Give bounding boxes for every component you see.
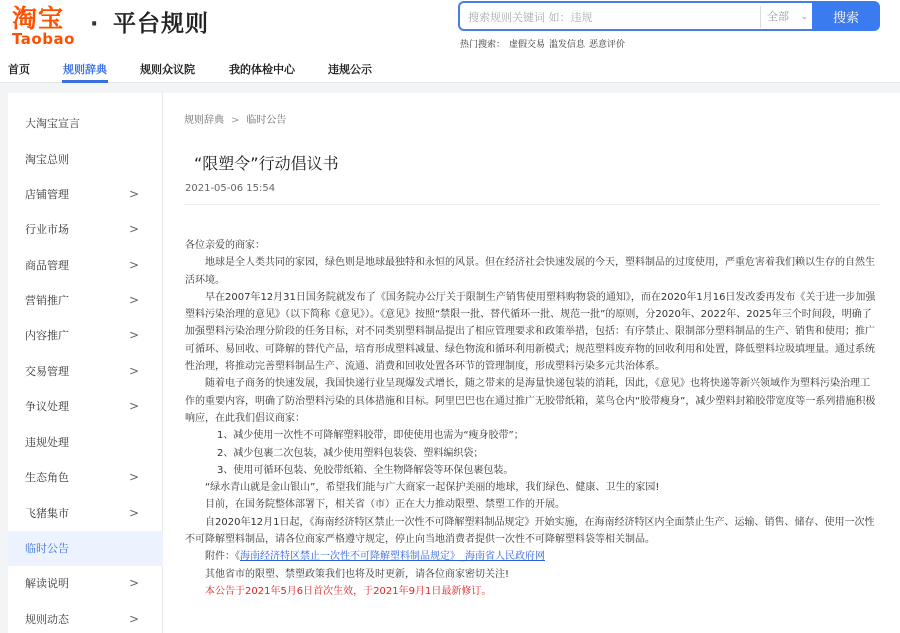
list-item: 2、减少包裹二次包装，减少使用塑料包装袋、塑料编织袋； xyxy=(217,447,484,459)
chevron-right-icon: > xyxy=(128,576,139,590)
sidebar-item-interpretation[interactable] xyxy=(8,566,163,601)
nav-violation-notice[interactable]: 违规公示 xyxy=(328,63,372,76)
sidebar-item-temp-notice[interactable] xyxy=(8,531,163,566)
paragraph: 自2020年12月1日起，《海南经济特区禁止一次性不可降解塑料制品规定》开始实施，在海南经济特区内全面禁止生产、运输、销售、储存、使用一次性不可降解塑料制品，请各位商家严格遵守规定，停止向当地消费者提供一次性不可降解塑料袋等相关制品。 xyxy=(185,516,875,546)
paragraph: 其他省市的限塑、禁塑政策我们也将及时更新，请各位商家密切关注! xyxy=(205,568,510,580)
paragraph: 地球是全人类共同的家园，绿色则是地球最独特和永恒的风景。但在经济社会快速发展的今天，塑料制品的过度使用，严重危害着我们赖以生存的自然生活环境。 xyxy=(185,257,875,286)
search-box xyxy=(458,1,812,31)
nav-rule-council[interactable]: 规则众议院 xyxy=(140,63,195,76)
chevron-right-icon: > xyxy=(128,222,139,236)
sidebar-item-label: 生态角色 xyxy=(25,471,69,484)
sidebar xyxy=(8,93,163,633)
hot-search xyxy=(460,37,629,50)
paragraph: 早在2007年12月31日国务院就发布了《国务院办公厅关于限制生产销售使用塑料购物袋的通知》，而在2020年1月16日发改委再发布《关于进一步加强塑料污染治理的意见》（以下简称《意见》）。《意见》按照“禁限一批、替代循环一批、规范一批”的原则，分2020年、2022年、2025年三个时间段，明确了加强塑料污染治理分阶段的任务目标，对不同类别塑料制品提出了相应管理要求和政策举措，包括：有序禁止、限制部分塑料制品的生产、销售和使用；推广可循环、易回收、可降解的替代产品，培育形成塑料减量、绿色物流和循环利用新模式；规范塑料废弃物的回收利用和处置，降低塑料垃圾填埋量。通过系统性治理，将推动完善塑料制品生产、流通、消费和回收处置各环节的管理制度，形成塑料污染多元共治体系。 xyxy=(185,291,876,373)
article-title: “限塑令”行动倡议书 xyxy=(194,154,339,173)
sidebar-item-ecosystem[interactable] xyxy=(8,460,163,495)
greeting: 各位亲爱的商家： xyxy=(185,240,265,251)
chevron-down-icon: ⌄ xyxy=(800,12,808,22)
article-date: 2021-05-06 15:54 xyxy=(185,183,276,194)
sidebar-item-label: 商品管理 xyxy=(25,259,69,272)
hot-term[interactable]: 恶意评价 xyxy=(589,40,626,50)
nav-rule-dictionary[interactable]: 规则辞典 xyxy=(63,63,107,76)
sidebar-item-label: 大淘宝宣言 xyxy=(25,117,80,130)
sidebar-item-market[interactable] xyxy=(8,212,163,247)
sidebar-item-manifesto[interactable] xyxy=(8,106,163,141)
hot-term[interactable]: 虚假交易 xyxy=(509,40,546,50)
sidebar-item-dispute[interactable] xyxy=(8,389,163,424)
chevron-right-icon: > xyxy=(128,258,139,272)
sidebar-item-label: 店铺管理 xyxy=(25,188,69,201)
chevron-right-icon: > xyxy=(128,470,139,484)
chevron-right-icon: > xyxy=(128,364,139,378)
hot-term[interactable]: 滥发信息 xyxy=(549,40,586,50)
sidebar-item-label: 行业市场 xyxy=(25,223,69,236)
attachment-label: 附件：《 xyxy=(205,551,240,563)
main-content xyxy=(164,93,900,633)
search-scope-select[interactable] xyxy=(760,6,812,28)
attachment-line xyxy=(185,548,879,565)
logo-en-text: Taobao xyxy=(12,30,75,48)
chevron-right-icon: > xyxy=(128,506,139,520)
nav-health-center[interactable]: 我的体检中心 xyxy=(229,63,295,76)
paragraph: “绿水青山就是金山银山”，希望我们能与广大商家一起保护美丽的地球，我们绿色、健康、卫生的家园! xyxy=(205,482,660,494)
sidebar-item-label: 淘宝总则 xyxy=(25,153,69,166)
sidebar-item-marketing[interactable] xyxy=(8,283,163,318)
sidebar-item-label: 交易管理 xyxy=(25,365,69,378)
list-item: 3、使用可循环包装、免胶带纸箱、全生物降解袋等环保包裹包装。 xyxy=(217,464,514,476)
sidebar-item-content[interactable] xyxy=(8,318,163,353)
site-title: 平台规则 xyxy=(113,11,209,37)
chevron-right-icon: > xyxy=(128,293,139,307)
attachment-link[interactable]: 海南经济特区禁止一次性不可降解塑料制品规定》_海南省人民政府网 xyxy=(240,551,545,563)
search-input[interactable] xyxy=(468,8,758,26)
nav-home[interactable]: 首页 xyxy=(8,63,30,76)
sidebar-item-label: 违规处理 xyxy=(25,436,69,449)
breadcrumb-item-current: 临时公告 xyxy=(246,115,287,126)
revision-note: 本公告于2021年5月6日首次生效，于2021年9月1日最新修订。 xyxy=(205,585,492,597)
chevron-right-icon: > xyxy=(128,612,139,626)
sidebar-item-trade[interactable] xyxy=(8,354,163,389)
breadcrumb-separator: > xyxy=(231,115,240,126)
search-scope-label: 全部 xyxy=(767,10,789,23)
sidebar-item-rule-news[interactable] xyxy=(8,602,163,633)
divider xyxy=(184,204,880,205)
sidebar-item-label: 内容推广 xyxy=(25,329,69,342)
hot-search-label: 热门搜索： xyxy=(460,40,506,50)
title-dot: · xyxy=(90,12,99,37)
sidebar-item-product[interactable] xyxy=(8,248,163,283)
sidebar-item-label: 营销推广 xyxy=(25,294,69,307)
sidebar-item-violation[interactable] xyxy=(8,425,163,460)
sidebar-item-label: 临时公告 xyxy=(25,542,69,555)
breadcrumb xyxy=(184,111,286,126)
chevron-right-icon: > xyxy=(128,187,139,201)
chevron-right-icon: > xyxy=(128,399,139,413)
paragraph: 目前，在国务院整体部署下，相关省（市）正在大力推动限塑、禁塑工作的开展。 xyxy=(205,499,565,511)
sidebar-item-label: 解读说明 xyxy=(25,577,69,590)
search-button[interactable]: 搜索 xyxy=(812,1,880,31)
sidebar-item-fliggy[interactable] xyxy=(8,496,163,531)
list-item: 1、减少使用一次性不可降解塑料胶带，即使使用也需为“瘦身胶带”； xyxy=(217,430,524,442)
sidebar-item-store[interactable] xyxy=(8,177,163,212)
logo-cn-text: 淘宝 xyxy=(12,4,65,33)
gray-strip xyxy=(0,83,900,93)
left-strip xyxy=(0,93,8,633)
header xyxy=(0,0,900,56)
taobao-logo[interactable] xyxy=(12,4,82,46)
breadcrumb-item[interactable]: 规则辞典 xyxy=(184,115,224,126)
article-body xyxy=(185,237,879,600)
sidebar-item-label: 飞猪集市 xyxy=(25,507,69,520)
sidebar-item-general[interactable] xyxy=(8,142,163,177)
paragraph: 随着电子商务的快速发展，我国快递行业呈现爆发式增长，随之带来的是海量快递包装的消耗，因此，《意见》也将快递等新兴领域作为塑料污染治理工作的重要内容，明确了防治塑料污染的具体措施和目标。阿里巴巴也在通过推广无胶带纸箱，菜鸟仓内“胶带瘦身”，减少塑料封箱胶带宽度等一系列措施积极响应，在此我们倡议商家： xyxy=(185,378,876,424)
sidebar-item-label: 争议处理 xyxy=(25,400,69,413)
sidebar-item-label: 规则动态 xyxy=(25,613,69,626)
main-nav xyxy=(0,57,900,83)
chevron-right-icon: > xyxy=(128,328,139,342)
